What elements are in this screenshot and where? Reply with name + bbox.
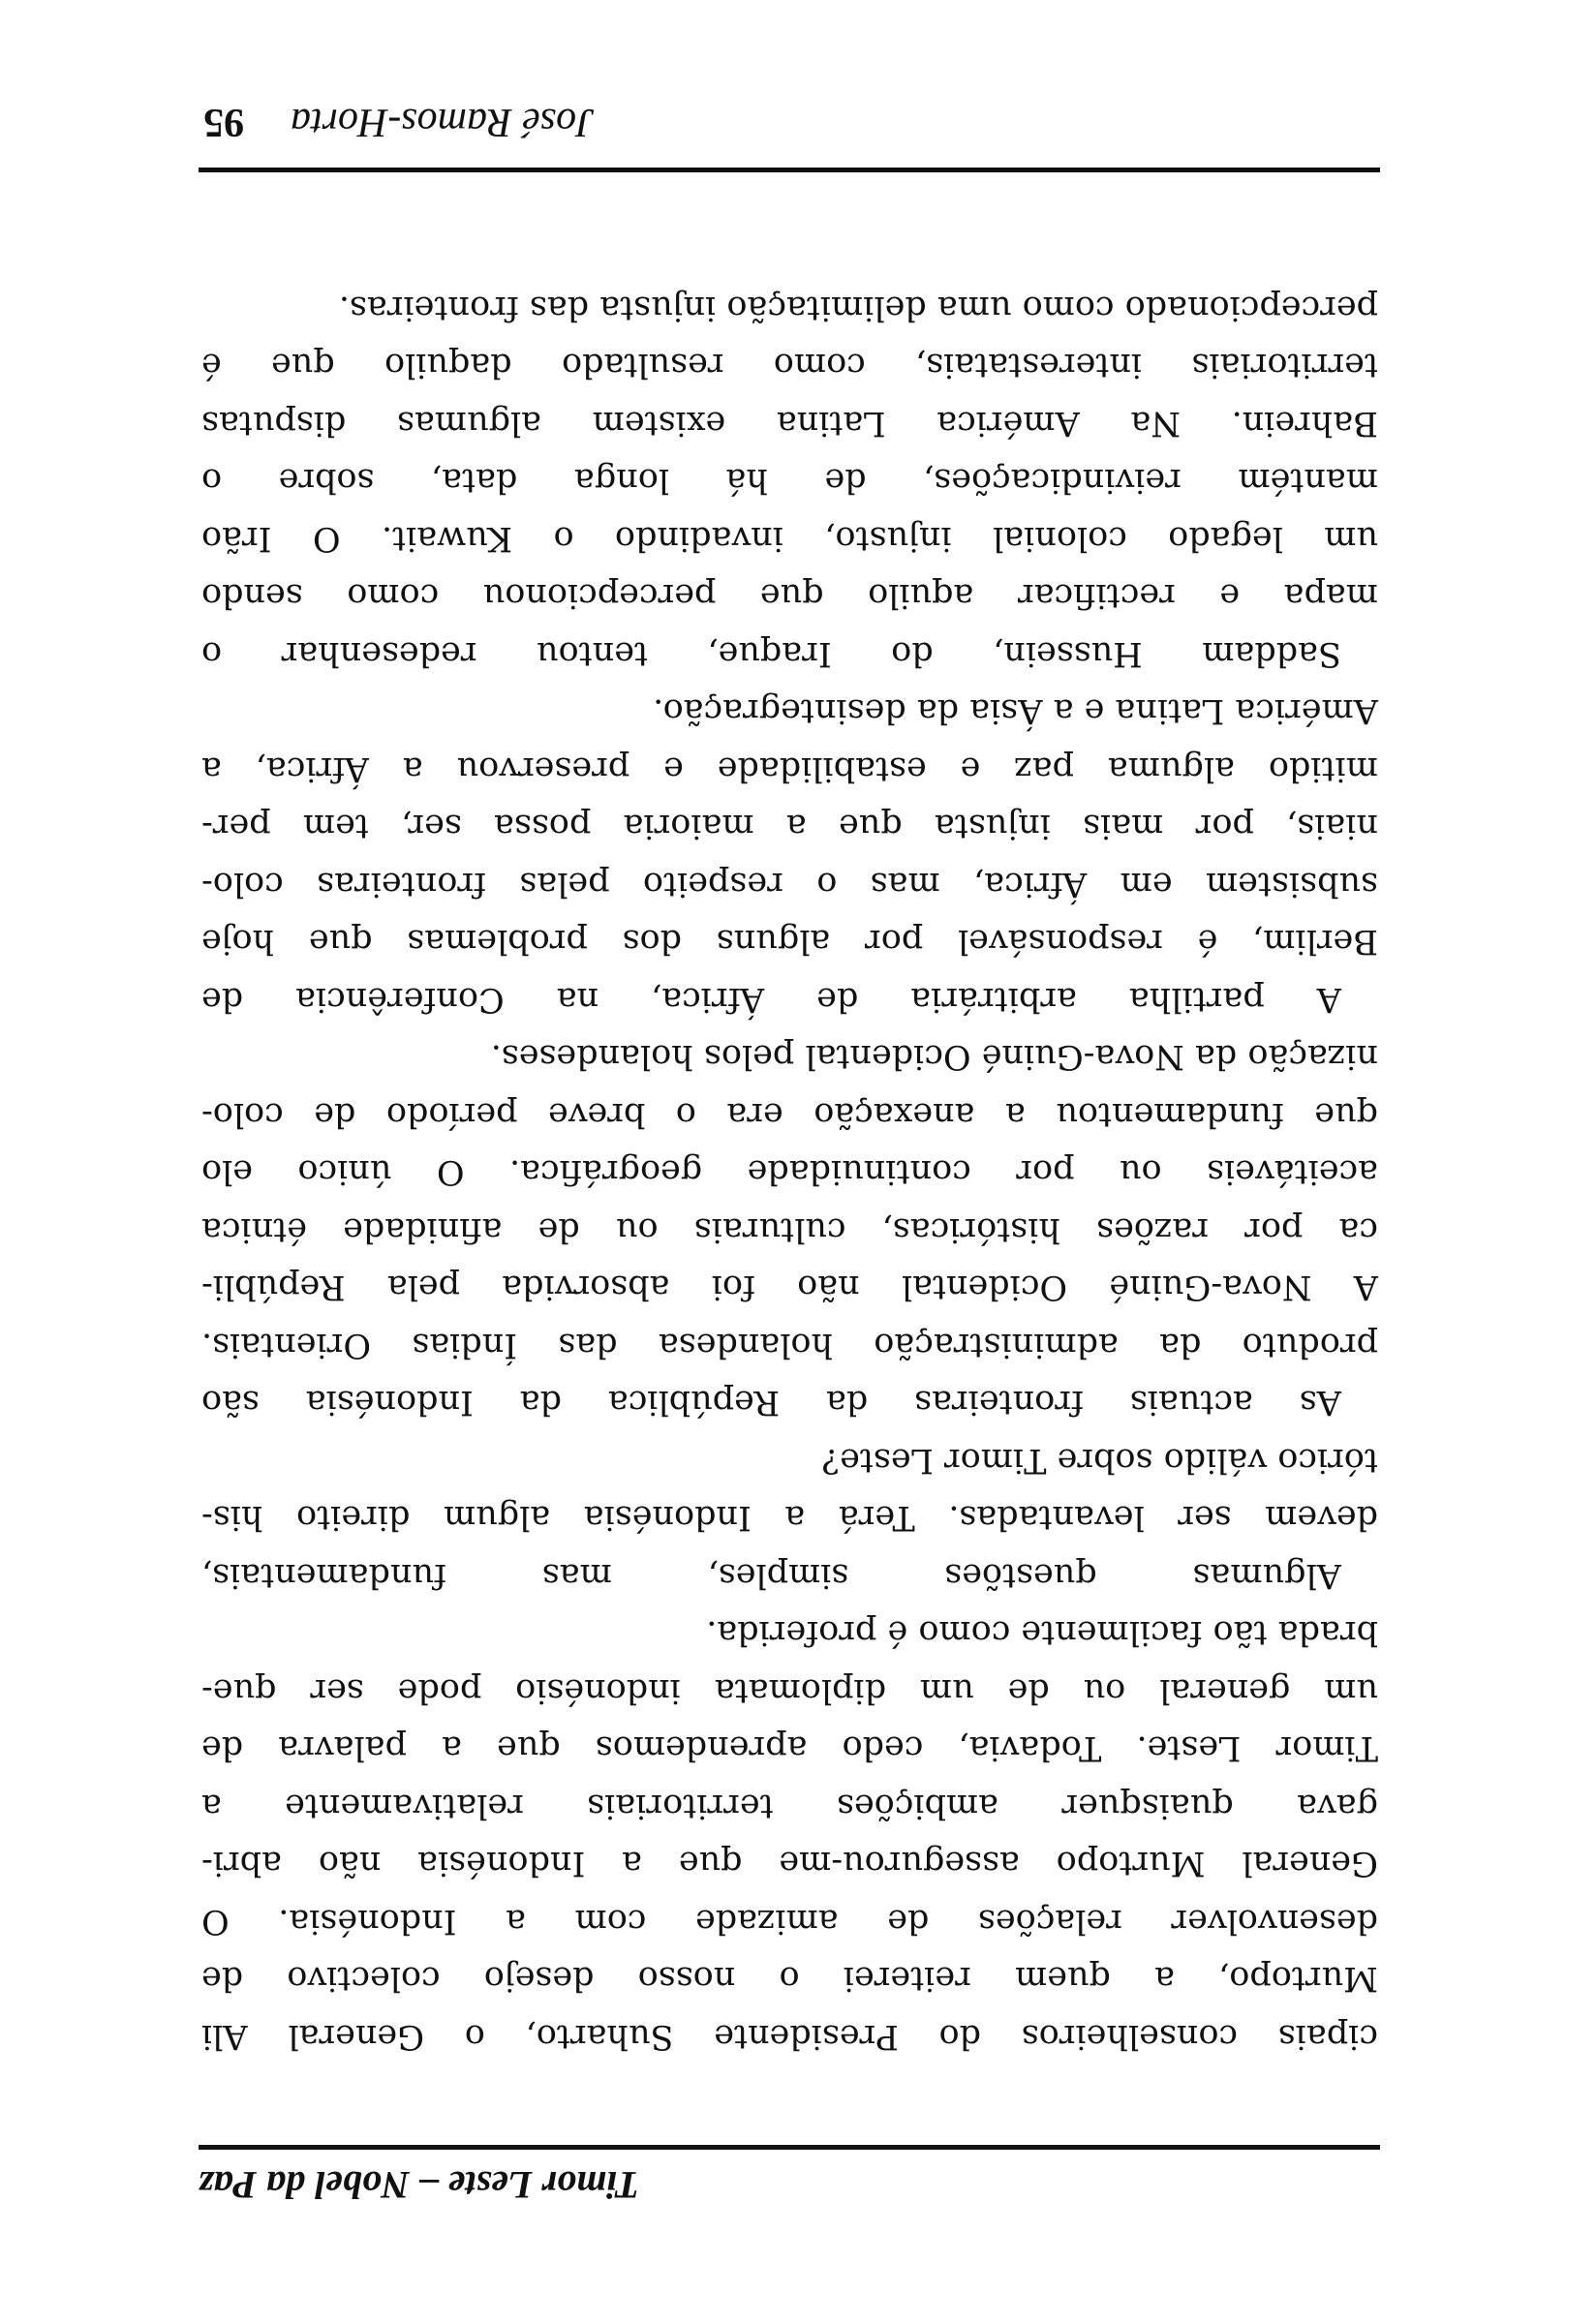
text-line: General Murtopo assegurou-me que a Indonésia não abri- (201, 1844, 1378, 1883)
text-line: Timor Leste. Todavia, cedo aprendemos que a palavra de (201, 1728, 1378, 1768)
text-line: As actuais fronteiras da República da Indonésia são (201, 1383, 1341, 1422)
text-line: niais, por mais injusta que a maioria possa ser, tem per- (201, 807, 1378, 846)
text-line: Algumas questões simples, mas fundamentais, (201, 1556, 1341, 1595)
text-line: mitido alguma paz e estabilidade e preservou a África, a (201, 749, 1378, 788)
running-head-title: Timor Leste – Nobel da Paz (199, 2163, 640, 2207)
footer-author: José Ramos-Horta (291, 100, 595, 144)
text-line: desenvolver relações de amizade com a Indonésia. O (201, 1902, 1378, 1941)
paragraph (201, 1604, 1378, 2064)
text-line: tórico válido sobre Timor Leste? (821, 1441, 1378, 1480)
text-line: Berlim, é responsável por alguns dos problemas que hoje (201, 922, 1378, 962)
text-line: percepcionado como uma delimitação injusta das fronteiras. (338, 289, 1378, 327)
text-line: aceitáveis ou por continuidade geográfica. O único elo (201, 1152, 1378, 1192)
text-line: territoriais interestatais, como resultado daquilo que é (201, 346, 1378, 385)
page-number: 95 (203, 100, 244, 144)
paragraph (201, 279, 1378, 683)
text-line: um legado colonial injusto, invadindo o Kuwait. O Irão (201, 519, 1378, 558)
text-line: Bahrein. Na América Latina existem algumas disputas (201, 404, 1378, 443)
text-line: gava quaisquer ambições territoriais relativamente a (201, 1787, 1378, 1825)
paragraph (201, 1431, 1378, 1605)
footer-rule (199, 168, 1380, 172)
text-line: produto da administração holandesa das Índias Orientais. (201, 1326, 1378, 1364)
text-line: que fundamentou a anexação era o breve período de colo- (201, 1095, 1378, 1134)
text-line: brada tão facilmente como é proferida. (706, 1613, 1378, 1653)
text-line: nização da Nova-Guiné Ocidental pelos holandeses. (490, 1037, 1378, 1077)
text-line: Saddam Hussein, do Iraque, tentou redesenhar o (201, 634, 1341, 673)
text-line: ca por razões históricas, culturais ou de afinidade étnica (201, 1210, 1378, 1249)
text-line: um general ou de um diplomata indonésio pode ser que- (201, 1671, 1378, 1710)
paragraph (201, 682, 1378, 1027)
page-footer (199, 87, 1380, 145)
text-line: subsistem em África, mas o respeito pelas fronteiras colo- (201, 865, 1378, 903)
text-line: América Latina e a Ásia da desintegração. (653, 691, 1378, 731)
text-line: devem ser levantadas. Terá a Indonésia algum direito his- (201, 1498, 1378, 1538)
header-rule (199, 2145, 1380, 2150)
text-line: cipais conselheiros do Presidente Suharto, o General Ali (201, 2017, 1378, 2056)
text-line: A partilha arbitrária de África, na Conferência de (201, 980, 1341, 1019)
paragraph (201, 1027, 1378, 1431)
text-line: mantém reivindicações, de há longa data, sobre o (201, 461, 1378, 501)
text-line: A Nova-Guiné Ocidental não foi absorvida pela Repúbli- (201, 1268, 1378, 1307)
body-text (201, 279, 1378, 2065)
text-line: mapa e rectificar aquilo que percepcionou como sendo (201, 576, 1378, 616)
text-line: Murtopo, a quem reiterei o nosso desejo colectivo de (201, 1959, 1378, 1999)
